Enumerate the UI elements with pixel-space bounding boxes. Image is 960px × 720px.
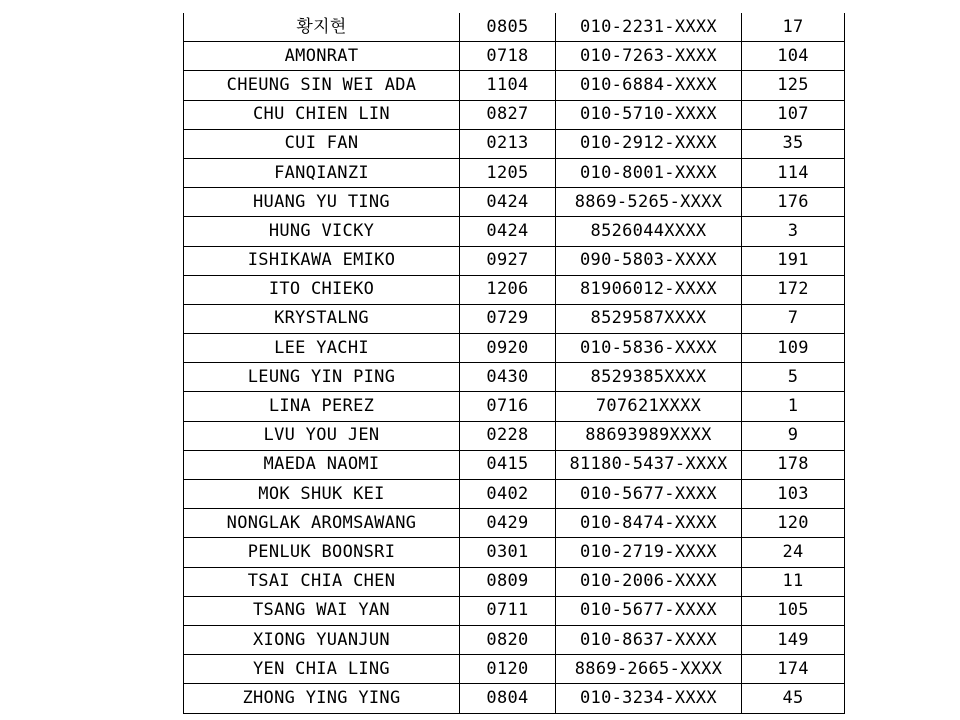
table-row [184,567,845,596]
phone-cell: 090-5803-XXXX [556,246,742,275]
number-cell: 3 [742,217,845,246]
table-row [184,188,845,217]
phone-cell: 010-5677-XXXX [556,596,742,625]
code-cell: 0920 [460,334,556,363]
phone-cell: 8529385XXXX [556,363,742,392]
code-cell: 0718 [460,42,556,71]
number-cell: 149 [742,625,845,654]
number-cell: 120 [742,509,845,538]
phone-cell: 8526044XXXX [556,217,742,246]
phone-cell: 010-5710-XXXX [556,100,742,129]
number-cell: 174 [742,655,845,684]
table-row [184,480,845,509]
name-cell: AMONRAT [184,42,460,71]
name-cell: CUI FAN [184,129,460,158]
phone-cell: 81906012-XXXX [556,275,742,304]
number-cell: 191 [742,246,845,275]
table-row [184,625,845,654]
phone-cell: 010-6884-XXXX [556,71,742,100]
phone-cell: 88693989XXXX [556,421,742,450]
number-cell: 172 [742,275,845,304]
phone-cell: 010-8001-XXXX [556,158,742,187]
number-cell: 103 [742,480,845,509]
number-cell: 114 [742,158,845,187]
code-cell: 0402 [460,480,556,509]
name-cell: ISHIKAWA EMIKO [184,246,460,275]
name-cell: NONGLAK AROMSAWANG [184,509,460,538]
number-cell: 1 [742,392,845,421]
number-cell: 45 [742,684,845,713]
table-row [184,304,845,333]
code-cell: 0729 [460,304,556,333]
table-row [184,509,845,538]
table-row [184,42,845,71]
table-row [184,13,845,42]
table-row [184,538,845,567]
code-cell: 0809 [460,567,556,596]
name-cell: LEUNG YIN PING [184,363,460,392]
number-cell: 104 [742,42,845,71]
code-cell: 0820 [460,625,556,654]
phone-cell: 010-5836-XXXX [556,334,742,363]
table-row [184,275,845,304]
table-row [184,246,845,275]
table-row [184,334,845,363]
number-cell: 178 [742,450,845,479]
name-cell: CHU CHIEN LIN [184,100,460,129]
table-row [184,450,845,479]
code-cell: 1206 [460,275,556,304]
table-row [184,655,845,684]
table-row [184,100,845,129]
code-cell: 1205 [460,158,556,187]
phone-cell: 010-5677-XXXX [556,480,742,509]
phone-cell: 010-7263-XXXX [556,42,742,71]
phone-cell: 010-2912-XXXX [556,129,742,158]
number-cell: 11 [742,567,845,596]
table-row [184,217,845,246]
code-cell: 0424 [460,188,556,217]
phone-cell: 010-8637-XXXX [556,625,742,654]
name-cell: HUNG VICKY [184,217,460,246]
name-cell: FANQIANZI [184,158,460,187]
number-cell: 109 [742,334,845,363]
number-cell: 24 [742,538,845,567]
number-cell: 9 [742,421,845,450]
phone-cell: 010-2231-XXXX [556,13,742,42]
phone-cell: 010-2719-XXXX [556,538,742,567]
code-cell: 0716 [460,392,556,421]
number-cell: 17 [742,13,845,42]
code-cell: 0711 [460,596,556,625]
code-cell: 0927 [460,246,556,275]
phone-cell: 8869-5265-XXXX [556,188,742,217]
code-cell: 0213 [460,129,556,158]
phone-cell: 8869-2665-XXXX [556,655,742,684]
table-row [184,71,845,100]
name-cell: ITO CHIEKO [184,275,460,304]
name-cell: HUANG YU TING [184,188,460,217]
code-cell: 0827 [460,100,556,129]
name-cell: MAEDA NAOMI [184,450,460,479]
table-row [184,596,845,625]
code-cell: 0301 [460,538,556,567]
phone-cell: 010-3234-XXXX [556,684,742,713]
code-cell: 0228 [460,421,556,450]
name-cell: 황지현 [184,13,460,42]
number-cell: 176 [742,188,845,217]
name-cell: ZHONG YING YING [184,684,460,713]
name-cell: XIONG YUANJUN [184,625,460,654]
code-cell: 0430 [460,363,556,392]
name-cell: LEE YACHI [184,334,460,363]
name-cell: YEN CHIA LING [184,655,460,684]
name-cell: TSAI CHIA CHEN [184,567,460,596]
phone-cell: 707621XXXX [556,392,742,421]
code-cell: 0120 [460,655,556,684]
name-cell: LINA PEREZ [184,392,460,421]
phone-cell: 8529587XXXX [556,304,742,333]
number-cell: 7 [742,304,845,333]
number-cell: 107 [742,100,845,129]
number-cell: 125 [742,71,845,100]
number-cell: 35 [742,129,845,158]
name-cell: TSANG WAI YAN [184,596,460,625]
name-cell: CHEUNG SIN WEI ADA [184,71,460,100]
member-table [183,13,845,714]
code-cell: 0424 [460,217,556,246]
phone-cell: 010-8474-XXXX [556,509,742,538]
number-cell: 105 [742,596,845,625]
phone-cell: 010-2006-XXXX [556,567,742,596]
name-cell: PENLUK BOONSRI [184,538,460,567]
code-cell: 0804 [460,684,556,713]
table-row [184,421,845,450]
code-cell: 0429 [460,509,556,538]
table-row [184,129,845,158]
code-cell: 1104 [460,71,556,100]
name-cell: MOK SHUK KEI [184,480,460,509]
table-row [184,158,845,187]
code-cell: 0805 [460,13,556,42]
table-row [184,363,845,392]
code-cell: 0415 [460,450,556,479]
name-cell: KRYSTALNG [184,304,460,333]
phone-cell: 81180-5437-XXXX [556,450,742,479]
name-cell: LVU YOU JEN [184,421,460,450]
table-row [184,684,845,713]
number-cell: 5 [742,363,845,392]
table-row [184,392,845,421]
member-table-body [184,13,845,713]
